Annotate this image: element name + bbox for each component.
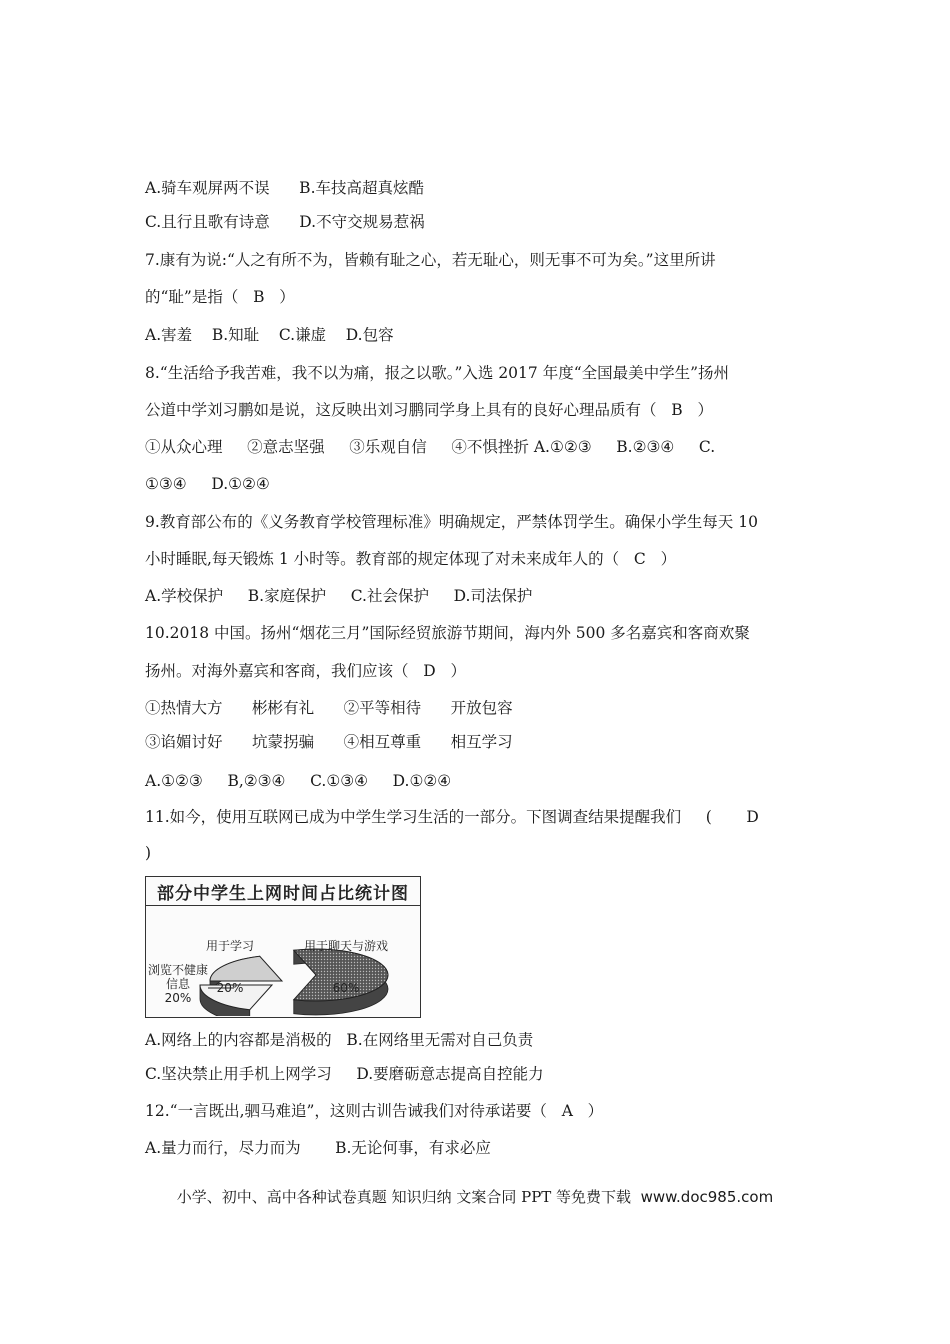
question-12-line-1: 12.“一言既出,驷马难追”，这则古训告诫我们对待承诺要（ A ） — [145, 1102, 604, 1120]
option-line-6ab: A.骑车观屏两不误 B.车技高超真炫酷 — [145, 179, 425, 197]
question-7-line-1: 7.康有为说:“人之有所不为，皆赖有耻之心，若无耻心，则无事不可为矣。”这里所讲 — [145, 251, 716, 269]
question-10-items-2: ③谄媚讨好 坑蒙拐骗 ④相互尊重 相互学习 — [145, 733, 513, 751]
option-line-6cd: C.且行且歌有诗意 D.不守交规易惹祸 — [145, 213, 425, 231]
label-chat-games — [304, 911, 388, 1023]
question-10-options: A.①②③ B,②③④ C.①③④ D.①②④ — [145, 772, 452, 790]
label-unhealthy — [148, 963, 208, 1005]
question-9-options: A.学校保护 B.家庭保护 C.社会保护 D.司法保护 — [145, 587, 533, 605]
question-12-options: A.量力而行，尽力而为 B.无论何事，有求必应 — [145, 1139, 491, 1157]
question-7-options: A.害羞 B.知耻 C.谦虚 D.包容 — [145, 326, 394, 344]
question-11-line-1: 11.如今，使用互联网已成为中学生学习生活的一部分。下图调查结果提醒我们 ( D — [145, 808, 759, 826]
question-8-line-1: 8.“生活给予我苦难，我不以为痛，报之以歌。”入选 2017 年度“全国最美中学生”扬州 — [145, 364, 730, 382]
label-unhealthy-name: 浏览不健康信息 — [148, 963, 209, 991]
label-study — [206, 911, 254, 1023]
label-study-name: 用于学习 — [206, 939, 255, 953]
question-8-options-2: ①③④ D.①②④ — [145, 475, 270, 493]
label-unhealthy-value: 20% — [164, 991, 192, 1005]
question-10-line-1: 10.2018 中国。扬州“烟花三月”国际经贸旅游节期间，海内外 500 多名嘉宾和客商欢聚 — [145, 624, 750, 642]
page-footer — [0, 1186, 950, 1207]
question-8-line-2: 公道中学刘习鹏如是说，这反映出刘习鹏同学身上具有的良好心理品质有（ B ） — [145, 401, 713, 419]
question-10-line-2: 扬州。对海外嘉宾和客商，我们应该（ D ） — [145, 662, 466, 680]
pie-chart-figure — [145, 876, 421, 1018]
question-11-options-ab: A.网络上的内容都是消极的 B.在网络里无需对自己负责 — [145, 1031, 534, 1049]
question-7-line-2: 的“耻”是指（ B ） — [145, 288, 295, 306]
footer-link[interactable]: www.doc985.com — [640, 1188, 774, 1206]
question-11-line-2: ) — [145, 844, 152, 862]
label-chat-games-value: 60% — [332, 981, 360, 995]
footer-text: 小学、初中、高中各种试卷真题 知识归纳 文案合同 PPT 等免费下载 — [176, 1188, 641, 1206]
label-study-value: 20% — [216, 981, 244, 995]
question-11-options-cd: C.坚决禁止用手机上网学习 D.要磨砺意志提高自控能力 — [145, 1065, 544, 1083]
chart-title: 部分中学生上网时间占比统计图 — [157, 884, 409, 904]
question-9-line-1: 9.教育部公布的《义务教育学校管理标准》明确规定，严禁体罚学生。确保小学生每天 10 — [145, 513, 758, 531]
question-10-items-1: ①热情大方 彬彬有礼 ②平等相待 开放包容 — [145, 699, 513, 717]
question-8-options-1: ①从众心理 ②意志坚强 ③乐观自信 ④不惧挫折 A.①②③ B.②③④ C. — [145, 438, 716, 456]
label-chat-games-name: 用于聊天与游戏 — [304, 939, 389, 953]
question-9-line-2: 小时睡眠,每天锻炼 1 小时等。教育部的规定体现了对未来成年人的（ C ） — [145, 550, 677, 568]
